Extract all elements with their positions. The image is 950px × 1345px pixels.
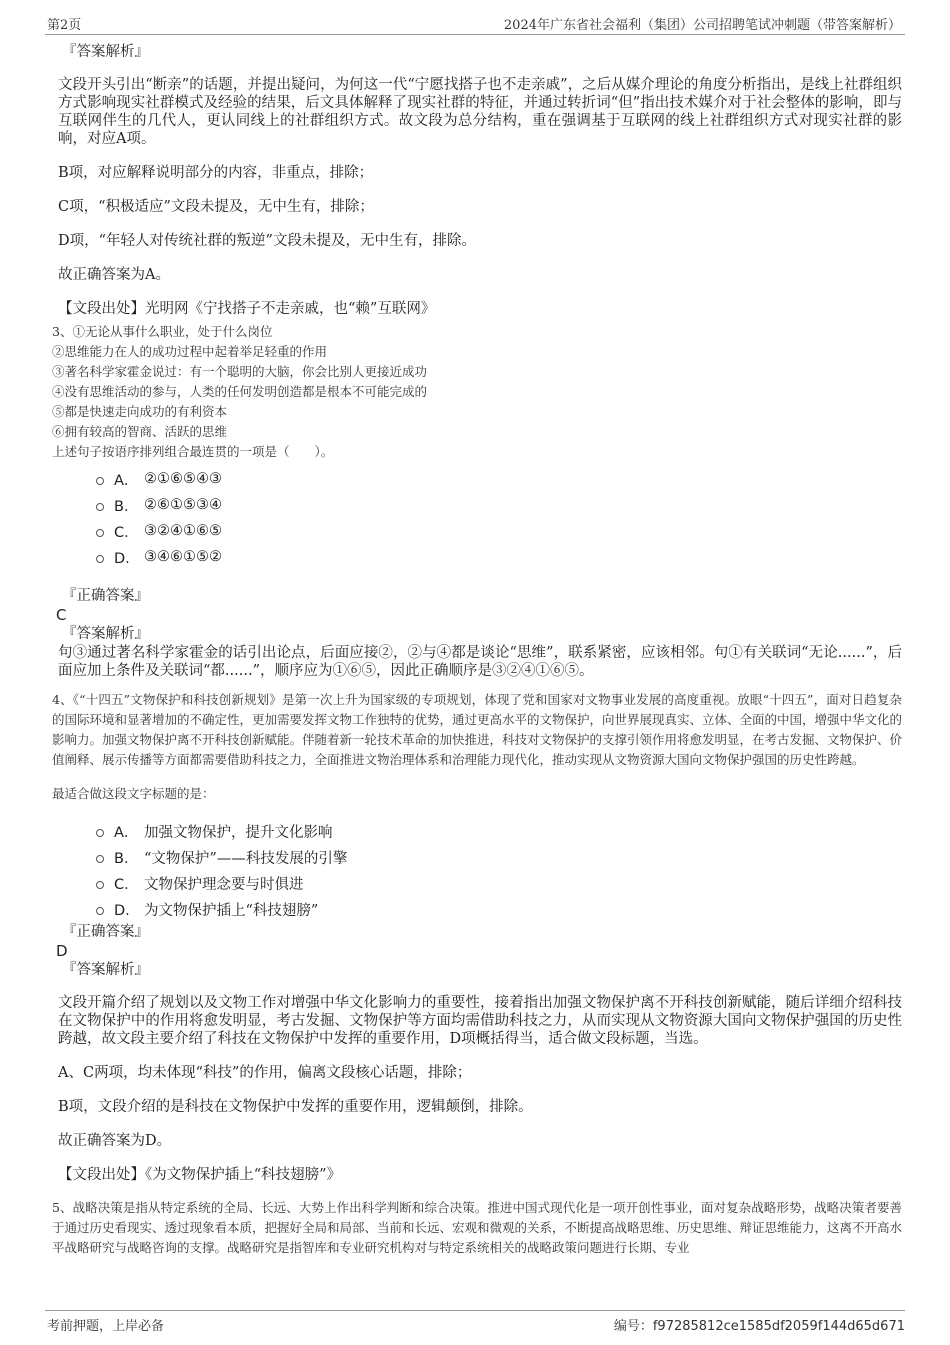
q3-answer-header: 『正确答案』 <box>62 588 149 604</box>
option-text: 为文物保护插上“科技翅膀” <box>144 902 319 919</box>
q4-answer: D <box>56 942 68 960</box>
q2-analysis-b: B项，对应解释说明部分的内容，非重点，排除； <box>58 165 374 181</box>
q2-analysis-paragraph: 文段开头引出“断亲”的话题，并提出疑问，为何这一代“宁愿找搭子也不走亲戚”，之后从媒介理论的角度分析指出，是线上社群组织方式影响现实社群模式及经验的结果，后文具体解释了现实社群的特征，并通过转折词“但”指出技术媒介对于社会整体的影响，即与互联网伴生的几代人，更认同线上的社群组织方式。故文段为总分结构，重在强调基于互联网的线上社群组织方式对现实社群的影响，对应A项。 <box>58 77 902 147</box>
q3-stem-line: ②思维能力在人的成功过程中起着举足轻重的作用 <box>52 344 328 359</box>
option-label: B． <box>114 498 139 515</box>
code-label: 编号： <box>613 1319 653 1334</box>
radio-icon[interactable] <box>96 555 104 563</box>
q2-analysis-d: D项，“年轻人对传统社群的叛逆”文段未提及，无中生有，排除。 <box>58 233 476 249</box>
page-header <box>45 14 905 35</box>
document-title: 2024年广东省社会福利（集团）公司招聘笔试冲刺题（带答案解析） <box>503 18 901 33</box>
option-label: B． <box>114 850 139 867</box>
radio-icon[interactable] <box>96 529 104 537</box>
q4-conclusion: 故正确答案为D。 <box>58 1133 172 1149</box>
option-label: A． <box>114 472 139 489</box>
q3-stem-line: 上述句子按语序排列组合最连贯的一项是（ ）。 <box>52 444 334 459</box>
q3-answer: C <box>56 606 67 624</box>
document-code <box>614 1315 905 1334</box>
q2-analysis-header: 『答案解析』 <box>62 44 149 60</box>
q3-option-b[interactable] <box>96 492 902 518</box>
q4-stem: 4、《“十四五”文物保护和科技创新规划》是第一次上升为国家级的专项规划，体现了党和国家对文物事业发展的高度重视。放眼“十四五”，面对日趋复杂的国际环境和显著增加的不确定性，更加需要发挥文物工作独特的优势，通过更高水平的文物保护，向世界展现真实、立体、全面的中国，增强中华文化的影响力。加强文物保护离不开科技创新赋能。伴随着新一轮技术革命的加快推进，科技对文物保护的支撑引领作用将愈发明显，在考古发掘、文物保护、价值阐释、展示传播等方面都需要借助科技之力，全面推进文物治理体系和治理能力现代化，推动实现从文物资源大国向文物保护强国的历史性跨越。 <box>52 692 903 767</box>
option-text: “文物保护”——科技发展的引擎 <box>144 850 348 867</box>
q4-option-d[interactable] <box>96 896 902 922</box>
radio-icon[interactable] <box>96 503 104 511</box>
option-text: ②⑥①⑤③④ <box>144 497 222 513</box>
q4-option-c[interactable] <box>96 870 902 896</box>
q3-stem-line: ⑤都是快速走向成功的有利资本 <box>52 404 228 419</box>
option-label: D． <box>114 902 140 919</box>
q4-options <box>96 818 902 922</box>
option-label: C． <box>114 524 139 541</box>
option-text: ②①⑥⑤④③ <box>144 471 222 487</box>
page-number: 第2页 <box>47 18 82 33</box>
q2-analysis-c: C项，“积极适应”文段未提及，无中生有，排除； <box>58 199 374 215</box>
q3-stem-line: 3、①无论从事什么职业，处于什么岗位 <box>52 324 273 339</box>
q4-answer-header: 『正确答案』 <box>62 924 149 940</box>
footer-slogan: 考前押题，上岸必备 <box>47 1319 165 1334</box>
q3-stem-line: ⑥拥有较高的智商、活跃的思维 <box>52 424 228 439</box>
option-label: A． <box>114 824 139 841</box>
q4-question: 最适合做这段文字标题的是： <box>52 786 215 801</box>
q3-option-a[interactable] <box>96 466 902 492</box>
q3-stem-line: ③著名科学家霍金说过：有一个聪明的大脑，你会比别人更接近成功 <box>52 364 428 379</box>
q4-source: 【文段出处】《为文物保护插上“科技翅膀”》 <box>58 1167 342 1183</box>
option-text: 加强文物保护，提升文化影响 <box>144 824 333 841</box>
q4-option-a[interactable] <box>96 818 902 844</box>
radio-icon[interactable] <box>96 855 104 863</box>
option-text: ③④⑥①⑤② <box>144 549 222 565</box>
q4-option-b[interactable] <box>96 844 902 870</box>
q4-analysis-header: 『答案解析』 <box>62 962 149 978</box>
radio-icon[interactable] <box>96 907 104 915</box>
q4-analysis-paragraph: 文段开篇介绍了规划以及文物工作对增强中华文化影响力的重要性，接着指出加强文物保护离不开科技创新赋能，随后详细介绍科技在文物保护中的作用将愈发明显，考古发掘、文物保护等方面均需借助科技之力，从而实现从文物资源大国向文物保护强国的历史性跨越，故文段主要介绍了科技在文物保护中发挥的重要作用，D项概括得当，适合做文段标题，当选。 <box>58 995 902 1047</box>
radio-icon[interactable] <box>96 881 104 889</box>
q3-analysis: 句③通过著名科学家霍金的话引出论点，后面应接②，②与④都是谈论“思维”，联系紧密，应该相邻。句①有关联词“无论......”，后面应加上条件及关联词“都......”，顺序应为①⑥⑤，因此正确顺序是③②④①⑥⑤。 <box>58 645 902 679</box>
option-label: C． <box>114 876 139 893</box>
q5-stem: 5、战略决策是指从特定系统的全局、长远、大势上作出科学判断和综合决策。推进中国式现代化是一项开创性事业，面对复杂战略形势，战略决策者要善于通过历史看现实、透过现象看本质，把握好全局和局部、当前和长远、宏观和微观的关系，不断提高战略思维、历史思维、辩证思维能力，这离不开高水平战略研究与战略咨询的支撑。战略研究是指智库和专业研究机构对与特定系统相关的战略政策问题进行长期、专业 <box>52 1200 903 1255</box>
code-value: f97285812ce1585df2059f144d65d671 <box>652 1319 905 1334</box>
q2-conclusion: 故正确答案为A。 <box>58 267 170 283</box>
radio-icon[interactable] <box>96 477 104 485</box>
option-text: ③②④①⑥⑤ <box>144 523 222 539</box>
q3-option-c[interactable] <box>96 518 902 544</box>
q4-analysis-b: B项，文段介绍的是科技在文物保护中发挥的重要作用，逻辑颠倒，排除。 <box>58 1099 533 1115</box>
option-text: 文物保护理念要与时俱进 <box>144 876 304 893</box>
q3-option-d[interactable] <box>96 544 902 570</box>
page-content <box>52 42 902 1258</box>
q3-stem-line: ④没有思维活动的参与，人类的任何发明创造都是根本不可能完成的 <box>52 384 428 399</box>
page-footer <box>45 1310 905 1333</box>
q3-analysis-header: 『答案解析』 <box>62 626 149 642</box>
q3-options <box>96 466 902 570</box>
q3-stem <box>52 322 902 462</box>
option-label: D． <box>114 550 140 567</box>
q2-source: 【文段出处】光明网《宁找搭子不走亲戚，也“赖”互联网》 <box>58 301 436 317</box>
q4-analysis-ac: A、C两项，均未体现“科技”的作用，偏离文段核心话题，排除； <box>58 1065 472 1081</box>
radio-icon[interactable] <box>96 829 104 837</box>
